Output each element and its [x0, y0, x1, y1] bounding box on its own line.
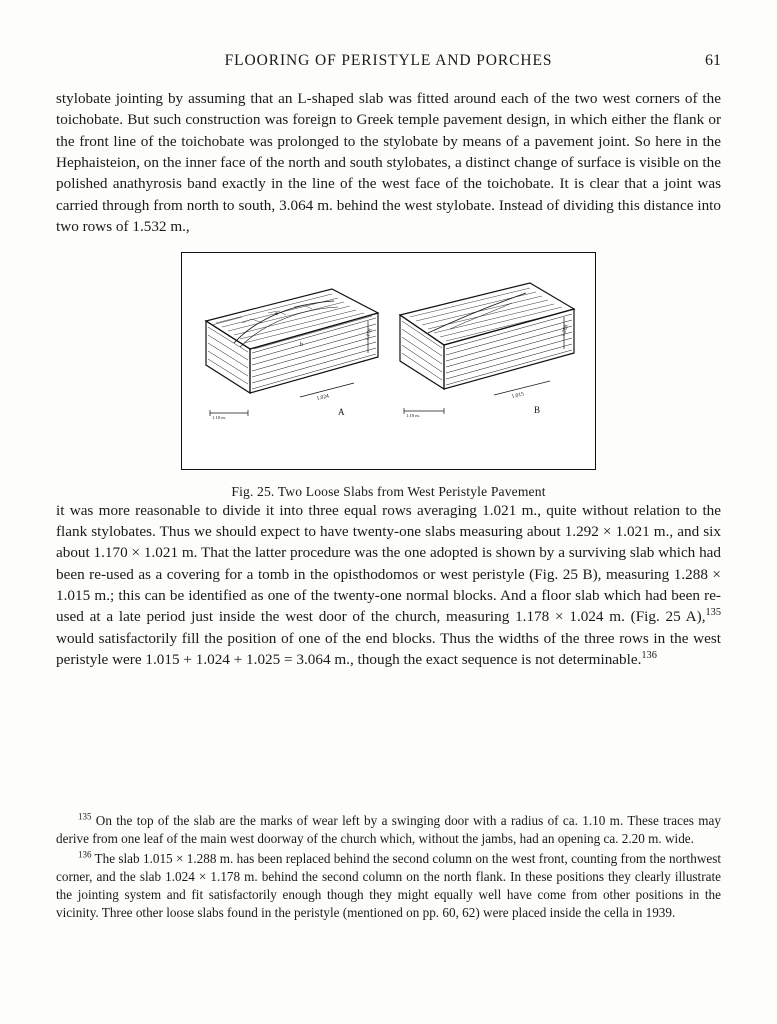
figure-illustration	[182, 253, 594, 468]
footnote-136	[56, 850, 721, 922]
running-title: FLOORING OF PERISTYLE AND PORCHES	[224, 52, 553, 69]
figure-frame	[181, 252, 596, 470]
figure-caption: Fig. 25. Two Loose Slabs from West Peristyle Pavement	[231, 483, 546, 499]
footnote-136-text: The slab 1.015 × 1.288 m. has been replaced behind the second column on the west front, counting from the northwest corner, and the slab 1.024 × 1.178 m. behind the second column on the north flank. In these positions they clearly illustrate the jointing system and fit satisfactorily enough though they might equally well have come from other positions in the vicinity. Three other loose slabs found in the peristyle (mentioned on pp. 60, 62) were placed inside the cella in 1939.	[56, 850, 721, 920]
svg-text:1.10 m.: 1.10 m.	[212, 414, 226, 420]
paragraph-2-text: it was more reasonable to divide it into three equal rows averaging 1.021 m., quite without relation to the flank stylobates. Thus we should expect to have twenty-one slabs measuring about 1.292 × 1.021 m., and six about 1.170 × 1.021 m. That the latter procedure was the one adopted is shown by a surviving slab which had been re-used as a covering for a tomb in the opisthodomos or west peristyle (Fig. 25 B), measuring 1.288 × 1.015 m.; this can be identified as one of the twenty-one normal blocks. And a floor slab which had been re-used at a late period just inside the west door of the church, measuring 1.178 × 1.024 m. (Fig. 25 A),	[56, 501, 722, 626]
svg-text:b: b	[300, 341, 303, 348]
body-column	[56, 88, 721, 670]
panel-a-label: A	[338, 406, 345, 417]
page-number: 61	[705, 52, 721, 69]
panel-b-label: B	[534, 404, 541, 415]
footnote-136-marker: 136	[78, 849, 92, 860]
footnote-ref-135[interactable]: 135	[705, 607, 721, 619]
paragraph-1: stylobate jointing by assuming that an L-shaped slab was fitted around each of the two west corners of the toichobate. But such construction was foreign to Greek temple pavement design, in which either the flank or the front line of the toichobate was prolonged to the stylobate by means of a pavement joint. So here in the Hephaisteion, on the inner face of the north and south stylobates, a distinct change of surface is visible on the polished anathyrosis band exactly in the line of the west face of the toichobate. It is clear that a joint was carried through from north to south, 3.064 m. behind the west stylobate. Instead of dividing this distance into two rows of 1.532 m.,	[56, 90, 721, 236]
running-head	[0, 52, 777, 72]
footnote-ref-136[interactable]: 136	[641, 649, 657, 661]
footnote-135-marker: 135	[78, 811, 92, 822]
paragraph-2-continued: would satisfactorily fill the position of one of the end blocks. Thus the widths of the three rows in the west peristyle were 1.015 + 1.024 + 1.025 = 3.064 m., though the exact sequence is not determinable.	[56, 629, 721, 669]
svg-text:1.024: 1.024	[316, 392, 330, 402]
svg-text:a: a	[275, 310, 278, 317]
svg-text:1.015: 1.015	[511, 390, 525, 400]
svg-text:1.178: 1.178	[364, 327, 374, 342]
paragraph-2	[56, 500, 721, 671]
footnotes-block	[56, 812, 721, 922]
footnote-135	[56, 812, 721, 848]
figure-25	[56, 252, 721, 500]
footnote-135-text: On the top of the slab are the marks of wear left by a swinging door with a radius of ca. 1.10 m. These traces may derive from one leaf of the main west doorway of the church which, without the jambs, had an opening ca. 2.20 m. wide.	[56, 813, 721, 846]
svg-text:1.288: 1.288	[560, 323, 570, 338]
svg-text:1.10 m.: 1.10 m.	[406, 412, 420, 418]
